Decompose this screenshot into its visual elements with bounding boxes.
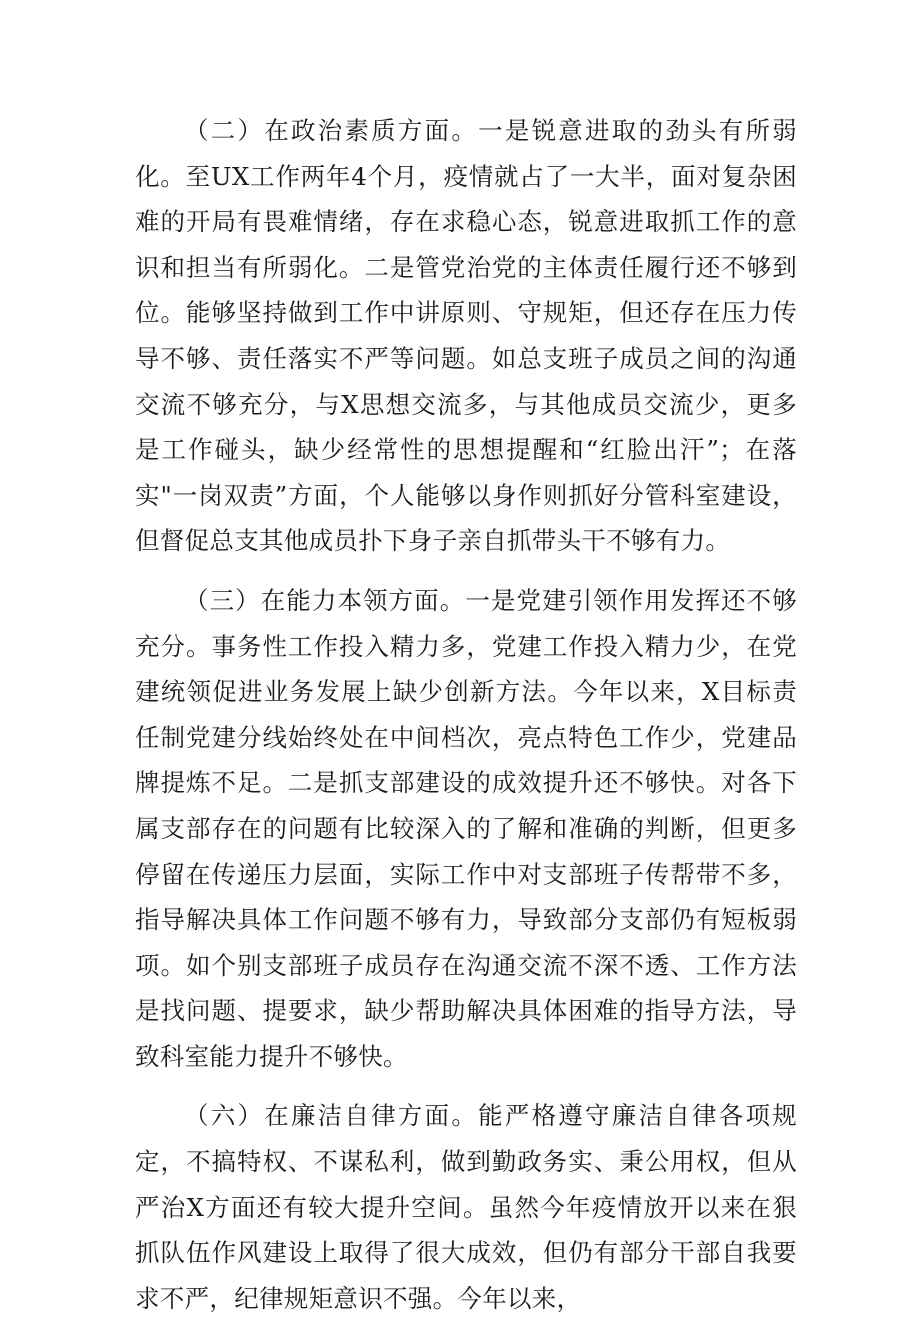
document-body <box>135 108 797 1335</box>
paragraph-text: 一是锐意进取的劲头有所弱化。至UX工作两年4个月，疫情就占了一大半，面对复杂困难的开局有畏难情绪，存在求稳心态，锐意进取抓工作的意识和担当有所弱化。二是管党治党的主体责任履行还不够到位。能够坚持做到工作中讲原则、守规矩，但还存在压力传导不够、责任落实不严等问题。如总支班子成员之间的沟通交流不够充分，与X思想交流多，与其他成员交流少，更多是工作碰头，缺少经常性的思想提醒和“红脸出汗”；在落实"一岗双责”方面，个人能够以身作则抓好分管科室建设，但督促总支其他成员扑下身子亲自抓带头干不够有力。 <box>135 116 797 556</box>
paragraph-text: 一是党建引领作用发挥还不够充分。事务性工作投入精力多，党建工作投入精力少，在党建统领促进业务发展上缺少创新方法。今年以来，X目标责任制党建分线始终处在中间档次，亮点特色工作少，党建品牌提炼不足。二是抓支部建设的成效提升还不够快。对各下属支部存在的问题有比较深入的了解和准确的判断，但更多停留在传递压力层面，实际工作中对支部班子传帮带不多，指导解决具体工作问题不够有力，导致部分支部仍有短板弱项。如个别支部班子成员存在沟通交流不深不透、工作方法是找问题、提要求，缺少帮助解决具体困难的指导方法，导致科室能力提升不够快。 <box>135 585 797 1071</box>
paragraph-political-quality <box>135 108 797 564</box>
paragraph-text: 能严格遵守廉洁自律各项规定，不搞特权、不谋私利，做到勤政务实、秉公用权，但从严治X方面还有较大提升空间。虽然今年疫情放开以来在狠抓队伍作风建设上取得了很大成效，但仍有部分干部自我要求不严，纪律规矩意识不强。今年以来， <box>135 1101 797 1313</box>
paragraph-heading: （二）在政治素质方面。 <box>184 116 479 145</box>
paragraph-integrity <box>135 1093 797 1321</box>
paragraph-heading: （三）在能力本领方面。 <box>184 585 466 615</box>
paragraph-heading: （六）在廉洁自律方面。 <box>184 1101 479 1131</box>
paragraph-ability <box>135 578 797 1080</box>
